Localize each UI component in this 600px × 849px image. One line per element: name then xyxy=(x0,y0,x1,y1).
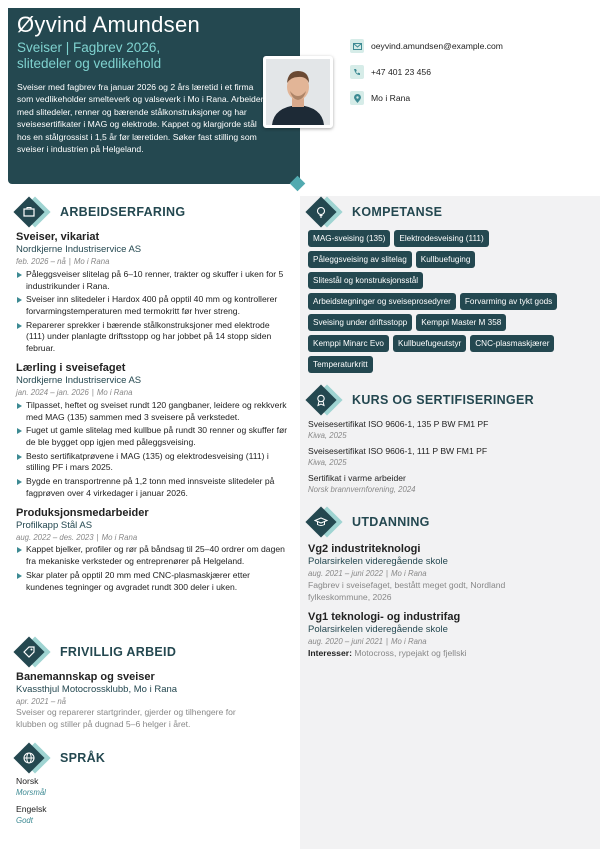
skill-tag: Kullbuefugeutstyr xyxy=(393,335,466,352)
contact-phone[interactable] xyxy=(350,59,503,85)
bullet: Tilpasset, heftet og sveiset rundt 120 gangbaner, leidere og rekkverk med MAG (135) sammen med 3 sveisere på verkstedet. xyxy=(16,400,288,424)
section-title: SPRÅK xyxy=(60,751,106,765)
person-name: Øyvind Amundsen xyxy=(17,12,201,37)
cert-name: Sertifikat i varme arbeider xyxy=(308,473,406,483)
cert-name: Sveisesertifikat ISO 9606-1, 111 P BW FM1 PF xyxy=(308,446,488,456)
volunteer-entry xyxy=(16,671,288,731)
skill-tag: CNC-plasmaskjærer xyxy=(470,335,554,352)
section-experience-header xyxy=(18,198,185,226)
edu-dates: aug. 2021 – juni 2022 xyxy=(308,569,384,578)
job-org: Nordkjerne Industriservice AS xyxy=(16,244,142,255)
edu-desc: Fagbrev i sveisefaget, bestått meget godt, Nordland fylkeskommune, 2026 xyxy=(308,580,506,602)
tag-icon xyxy=(18,638,46,666)
skill-tag: Arbeidstegninger og sveiseprosedyrer xyxy=(308,293,456,310)
section-title: KOMPETANSE xyxy=(352,205,443,219)
skill-tag: MAG-sveising (135) xyxy=(308,230,390,247)
certification-item xyxy=(308,473,592,495)
skill-tag: Elektrodesveising (111) xyxy=(394,230,488,247)
section-languages-header xyxy=(18,744,105,772)
edu-place: Mo i Rana xyxy=(391,637,427,646)
phone-icon xyxy=(350,65,364,79)
cert-org: Kiwa, 2025 xyxy=(308,431,347,440)
bullet: Bygde en transportrenne på 1,2 tonn med innsveiste slitedeler på fagprøven over 4 virkedager i januar 2026. xyxy=(16,476,288,500)
job-title: Lærling i sveisefaget xyxy=(16,361,126,374)
edu-school: Polarsirkelen videregående skole xyxy=(308,556,448,567)
job-dates: aug. 2022 – des. 2023 xyxy=(16,532,94,542)
job-place: Mo i Rana xyxy=(101,532,138,542)
section-education-header xyxy=(310,508,430,536)
profile-photo xyxy=(263,56,333,128)
job-place: Mo i Rana xyxy=(73,257,110,266)
bullet: Reparerer sprekker i bærende stålkonstruksjoner med elektrode (111) under planlagte driftsstopp og har jobbet på 14 stopp siden februar. xyxy=(16,320,288,355)
skill-tag: Påleggsveising av slitelag xyxy=(308,251,412,268)
section-volunteer-header xyxy=(18,638,176,666)
section-title: UTDANNING xyxy=(352,515,430,529)
bullet: Sveiser inn slitedeler i Hardox 400 på opptil 40 mm og kontrollerer forvarmingstemperaturen med termokritt før hver streng. xyxy=(16,294,288,318)
bullet: Påleggsveiser slitelag på 6–10 renner, trakter og skuffer i uken for 5 industrikunder i Rana. xyxy=(16,269,288,293)
cert-name: Sveisesertifikat ISO 9606-1, 135 P BW FM1 PF xyxy=(308,419,489,429)
volunteer-text: Sveiser og reparerer startgrinder, gjerder og tilhengere for klubben og stiller på dugnad 5–6 helger i året. xyxy=(16,707,236,729)
contact-list xyxy=(350,33,503,111)
tag-list xyxy=(308,230,570,373)
edu-school: Polarsirkelen videregående skole xyxy=(308,624,448,635)
language-list xyxy=(16,776,288,826)
job-org: Profilkapp Stål AS xyxy=(16,519,93,531)
award-icon xyxy=(310,386,338,414)
section-title: KURS OG SERTIFISERINGER xyxy=(352,393,534,407)
cert-org: Norsk brannvernforening, 2024 xyxy=(308,485,416,494)
job-dates: feb. 2026 – nå xyxy=(16,257,66,266)
education-list xyxy=(308,543,592,659)
bullet: Skar plater på opptil 20 mm med CNC-plasmaskjærer etter kundenes tegninger og avgradet rundt 300 deler i uken. xyxy=(16,570,288,594)
email-text: oeyvind.amundsen@example.com xyxy=(371,41,503,51)
certification-list xyxy=(308,419,592,495)
job-bullets xyxy=(16,544,288,593)
job-title: Sveiser, vikariat xyxy=(16,231,100,243)
bullet: Kappet bjelker, profiler og rør på båndsag til 25–40 ordrer om dagen fra mekaniske verksteder og entreprenører på Helgeland. xyxy=(16,544,288,568)
job-meta: jan. 2024 – jan. 2026 | Mo i Rana xyxy=(16,387,133,397)
header-panel xyxy=(8,8,300,184)
skill-tag: Sveising under driftsstopp xyxy=(308,314,412,331)
skill-tag: Kullbuefuging xyxy=(416,251,476,268)
skill-tag: Slitestål og konstruksjonsstål xyxy=(308,272,423,289)
edu-title: Vg1 teknologi- og industrifag xyxy=(308,611,461,623)
language-name: Engelsk xyxy=(16,804,47,814)
skill-tag: Forvarming av tykt gods xyxy=(460,293,557,310)
volunteer-role: Banemannskap og sveiser xyxy=(16,671,155,683)
experience-list xyxy=(16,231,288,593)
job-dates: jan. 2024 – jan. 2026 xyxy=(16,387,89,397)
summary: Sveiser med fagbrev fra januar 2026 og 2 års læretid i et firma som vedlikeholder smelteverk og valseverk i Mo i Rana. Arbeider med slitedeler, renner og bærende stålkonstruksjoner og har sveisesertifikater i MAG og elektrode. Kappet og klargjorde stål hos en stålgrossist i 1,5 år før læretiden. Søker fast stilling som sveiser i industrien på Helgeland. xyxy=(17,82,264,155)
lightbulb-icon xyxy=(310,198,338,226)
edu-dates: aug. 2020 – juni 2021 xyxy=(308,637,384,646)
skill-tag: Kemppi Master M 358 xyxy=(416,314,506,331)
headline: Sveiser | Fagbrev 2026, slitedeler og vedlikehold xyxy=(17,40,162,71)
volunteer-org: Kvassthjul Motocrossklubb, Mo i Rana xyxy=(16,684,178,695)
section-certifications-header xyxy=(310,386,534,414)
section-skills-header xyxy=(310,198,442,226)
volunteer-dates: apr. 2021 – nå xyxy=(16,697,66,706)
job-bullets xyxy=(16,269,288,355)
job-org: Nordkjerne Industriservice AS xyxy=(16,374,142,386)
job-place: Mo i Rana xyxy=(96,387,133,397)
graduation-cap-icon xyxy=(310,508,338,536)
location-pin-icon xyxy=(350,91,364,105)
edu-meta: aug. 2020 – juni 2021 | Mo i Rana xyxy=(308,637,427,646)
education-item xyxy=(308,611,592,659)
contact-location xyxy=(350,85,503,111)
cert-org: Kiwa, 2025 xyxy=(308,458,347,467)
globe-icon xyxy=(18,744,46,772)
briefcase-icon xyxy=(18,198,46,226)
edu-meta: aug. 2021 – juni 2022 | Mo i Rana xyxy=(308,569,427,578)
bullet: Fuget ut gamle slitelag med kullbue på rundt 30 renner og skuffer før de ble bygget opp igjen med påleggsveising. xyxy=(16,425,288,449)
bullet: Besto sertifikatprøvene i MAG (135) og elektrodesveising (111) i stilling PF i mars 2025. xyxy=(16,451,288,475)
location-text: Mo i Rana xyxy=(371,93,411,103)
interests-text: Motocross, rypejakt og fjellski xyxy=(354,648,467,658)
job-meta: feb. 2026 – nå | Mo i Rana xyxy=(16,257,110,266)
certification-item xyxy=(308,419,592,441)
job-title: Produksjonsmedarbeider xyxy=(16,506,149,519)
job-meta: aug. 2022 – des. 2023 | Mo i Rana xyxy=(16,532,138,542)
edu-place: Mo i Rana xyxy=(391,569,427,578)
certification-item xyxy=(308,446,592,468)
language-name: Norsk xyxy=(16,776,39,786)
skill-tag: Kemppi Minarc Evo xyxy=(308,335,389,352)
skills-tags xyxy=(308,230,570,373)
edu-interests xyxy=(308,647,592,659)
language-item xyxy=(16,776,288,798)
language-level: Morsmål xyxy=(16,788,46,797)
interests-label: Interesser: xyxy=(308,648,352,658)
language-item xyxy=(16,804,288,826)
job-entry xyxy=(16,362,288,500)
mail-icon xyxy=(350,39,364,53)
contact-email[interactable] xyxy=(350,33,503,59)
job-entry xyxy=(16,231,288,355)
job-bullets xyxy=(16,400,288,500)
section-title: FRIVILLIG ARBEID xyxy=(60,645,177,659)
section-title: ARBEIDSERFARING xyxy=(60,205,186,219)
job-entry xyxy=(16,507,288,594)
skill-tag: Temperaturkritt xyxy=(308,356,373,373)
phone-text: +47 401 23 456 xyxy=(371,67,431,77)
education-item xyxy=(308,543,592,603)
edu-title: Vg2 industriteknologi xyxy=(308,543,421,555)
language-level: Godt xyxy=(16,816,33,825)
